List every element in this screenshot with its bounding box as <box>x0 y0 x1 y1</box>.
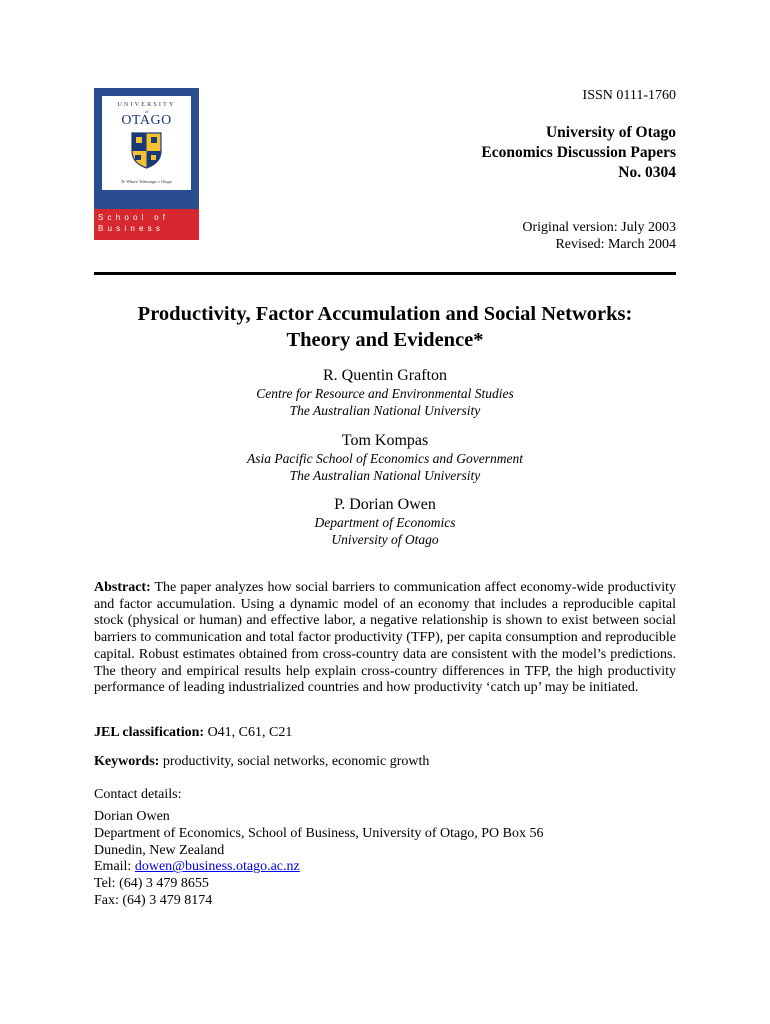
author-affiliation-1: Centre for Resource and Environmental Studies <box>256 386 514 401</box>
school-of-business-banner <box>94 209 199 240</box>
logo-of-text: of <box>144 109 149 114</box>
author-1 <box>100 366 670 419</box>
title-line-1: Productivity, Factor Accumulation and Social Networks: <box>137 303 633 325</box>
jel-value: O41, C61, C21 <box>207 725 293 740</box>
abstract-text: The paper analyzes how social barriers to communication affect economy-wide productivity and factor accumulation. Using a dynamic model of an economy that includes a reproducible capital stock (physical or human) and effective labor, a negative relationship is shown to exist between social barriers to communication and total factor productivity (TFP), per capita consumption and reproducible capital. Robust estimates obtained from cross-country data are consistent with the model’s predictions. The theory and empirical results help explain cross-country differences in TFP, the high productivity performance of leading industrialized countries and how productivity ‘catch up’ may be initiated. <box>94 580 677 696</box>
author-affiliation-2: The Australian National University <box>289 403 481 418</box>
contact-address-1: Department of Economics, School of Business, University of Otago, PO Box 56 <box>94 825 544 841</box>
author-3 <box>100 495 670 548</box>
email-label: Email: <box>94 859 132 875</box>
series-name: Economics Discussion Papers <box>481 144 676 161</box>
email-link[interactable]: dowen@business.otago.ac.nz <box>134 859 300 875</box>
title-line-2: Theory and Evidence* <box>286 329 484 351</box>
author-affiliation-2: University of Otago <box>331 532 439 547</box>
university-logo <box>94 88 199 240</box>
author-affiliation-2: The Australian National University <box>289 468 481 483</box>
abstract-label: Abstract: <box>94 580 151 595</box>
keywords-value: productivity, social networks, economic growth <box>162 754 430 769</box>
author-name: Tom Kompas <box>341 432 429 449</box>
header-divider <box>94 272 676 275</box>
author-name: R. Quentin Grafton <box>323 367 447 384</box>
author-name: P. Dorian Owen <box>334 496 436 513</box>
paper-number: No. 0304 <box>618 164 676 181</box>
contact-tel: Tel: (64) 3 479 8655 <box>94 876 209 892</box>
author-affiliation-1: Asia Pacific School of Economics and Government <box>247 451 523 466</box>
contact-name: Dorian Owen <box>94 809 170 824</box>
original-version: Original version: July 2003 <box>522 220 676 235</box>
issn: ISSN 0111-1760 <box>582 88 676 103</box>
keywords <box>94 754 429 770</box>
paper-title <box>60 301 710 353</box>
school-line-2: Business <box>98 224 165 233</box>
author-affiliation-1: Department of Economics <box>314 515 456 530</box>
series-block <box>481 123 676 183</box>
contact-email-line <box>94 859 544 876</box>
crest-icon <box>130 131 163 169</box>
institution-name: University of Otago <box>545 124 676 141</box>
contact-fax: Fax: (64) 3 479 8174 <box>94 892 213 908</box>
abstract <box>94 580 676 697</box>
logo-university-text: UNIVERSITY <box>117 102 176 108</box>
contact-address-2: Dunedin, New Zealand <box>94 842 225 858</box>
jel-classification <box>94 725 292 741</box>
author-2 <box>100 431 670 484</box>
jel-label: JEL classification: <box>94 725 205 740</box>
logo-maori-text: Te Whare Wānanga o Otago <box>120 179 173 184</box>
contact-details <box>94 809 544 910</box>
logo-otago-text: OTAGO <box>121 113 172 128</box>
keywords-label: Keywords: <box>94 754 160 769</box>
school-line-1: School of <box>98 213 170 222</box>
revised-date: Revised: March 2004 <box>555 237 676 252</box>
logo-white-panel <box>102 96 191 190</box>
contact-heading: Contact details: <box>94 787 182 802</box>
version-dates <box>522 219 676 253</box>
